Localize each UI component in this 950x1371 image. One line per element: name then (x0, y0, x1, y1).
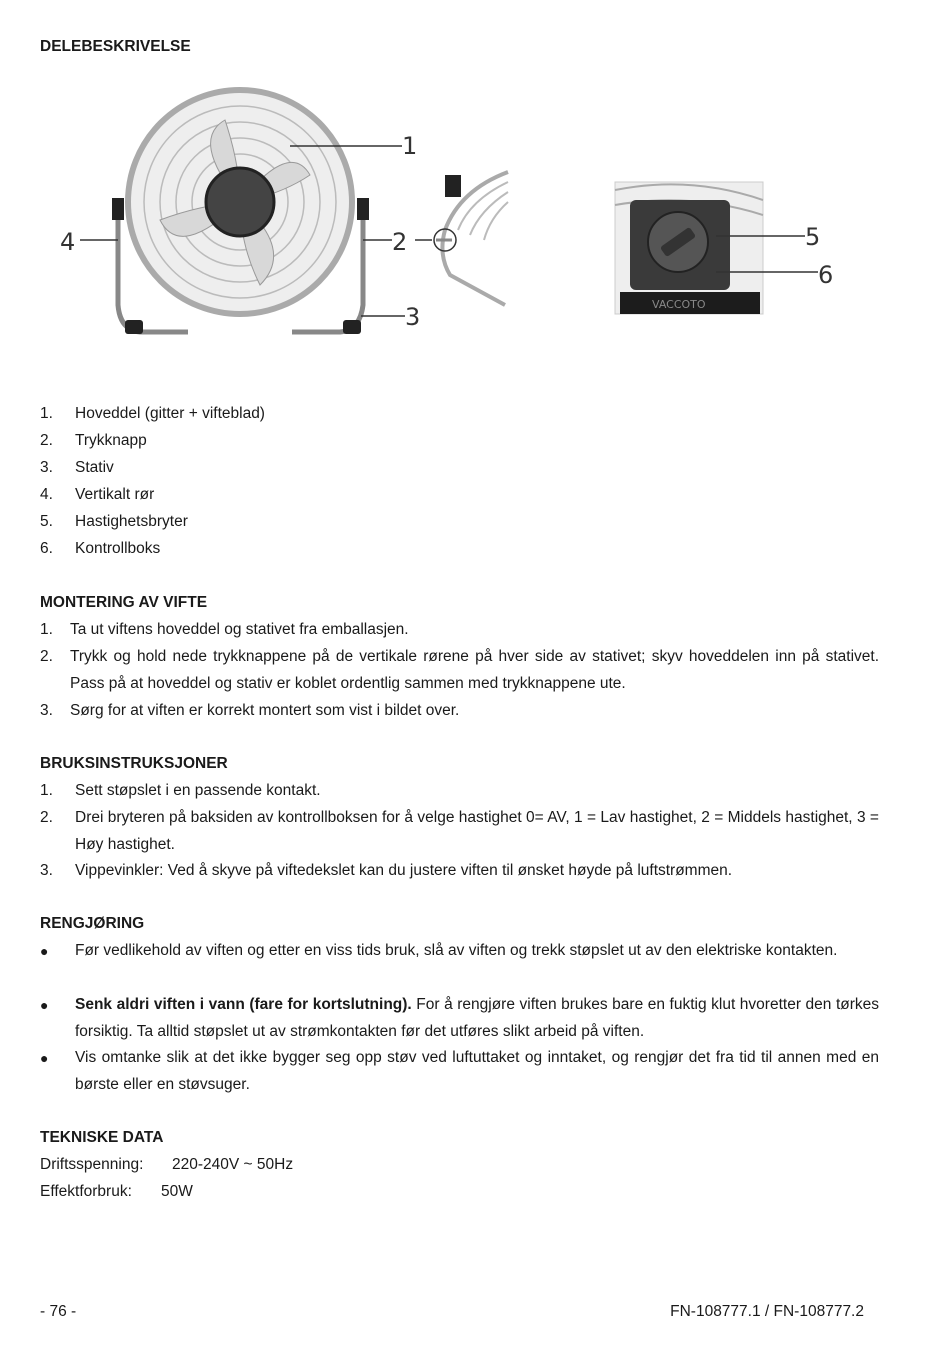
list-item-number: 2. (40, 809, 53, 826)
list-item (75, 991, 879, 1045)
cleaning-heading: RENGJØRING (40, 915, 145, 932)
bullet: ● (40, 997, 49, 1013)
list-item: Kontrollboks (75, 540, 161, 557)
list-item: Trykknapp (75, 432, 147, 449)
list-item (75, 937, 879, 964)
list-item: Vertikalt rør (75, 486, 155, 503)
list-item-text: For å rengjøre viften brukes bare en fuktig klut hvoretter den tørkes forsiktig. Ta alltid støpslet ut av strømkontakten før det utføres slikt arbeid på viften. (75, 996, 879, 1040)
callout-4: 4 (60, 228, 76, 256)
list-item: Hastighetsbryter (75, 513, 188, 530)
bullet: ● (40, 1050, 49, 1066)
control-box-label: VACCOTO (652, 298, 706, 311)
list-item-number: 2. (40, 432, 53, 449)
parts-heading: DELEBESKRIVELSE (40, 38, 191, 55)
model-number: FN-108777.1 / FN-108777.2 (670, 1303, 864, 1320)
fan-main-illustration (112, 90, 369, 334)
list-item-number: 1. (40, 621, 53, 638)
list-item-number: 1. (40, 782, 53, 799)
page-number: - 76 - (40, 1303, 77, 1320)
tech-label: Driftsspenning: (40, 1156, 144, 1173)
list-item: Sørg for at viften er korrekt montert som vist i bildet over. (70, 702, 460, 719)
bullet: ● (40, 943, 49, 959)
list-item-number: 1. (40, 405, 53, 422)
callout-1: 1 (402, 132, 418, 160)
list-item-number: 5. (40, 513, 53, 530)
list-item-number: 3. (40, 862, 53, 879)
callout-3: 3 (405, 303, 421, 331)
list-item-number: 3. (40, 459, 53, 476)
push-button-detail (434, 172, 508, 305)
warning-text: Senk aldri viften i vann (fare for kortslutning). (75, 996, 412, 1013)
list-item: Drei bryteren på baksiden av kontrollboksen for å velge hastighet 0= AV, 1 = Lav hastighet, 2 = Middels hastighet, 3 = Høy hastighet. (75, 809, 879, 853)
list-item: Hoveddel (gitter + vifteblad) (75, 405, 265, 422)
list-item-number: 4. (40, 486, 53, 503)
usage-heading: BRUKSINSTRUKSJONER (40, 755, 228, 772)
list-item: Ta ut viftens hoveddel og stativet fra emballasjen. (70, 621, 409, 638)
fan-parts-figure (40, 80, 860, 360)
callout-2: 2 (392, 228, 408, 256)
list-item: Trykk og hold nede trykknappene på de vertikale rørene på hver side av stativet; skyv hoveddelen inn på stativet. Pass på at hoveddel og stativ er koblet ordentlig sammen med trykknappene ute. (70, 648, 879, 692)
list-item-number: 3. (40, 702, 53, 719)
tech-heading: TEKNISKE DATA (40, 1129, 164, 1146)
callout-6: 6 (818, 261, 834, 289)
callout-5: 5 (805, 223, 821, 251)
tech-value: 50W (161, 1183, 193, 1200)
list-item: Sett støpslet i en passende kontakt. (75, 782, 321, 799)
control-box-detail (615, 182, 763, 314)
assembly-heading: MONTERING AV VIFTE (40, 594, 208, 611)
tech-value: 220-240V ~ 50Hz (172, 1156, 294, 1173)
list-item-text: Vis omtanke slik at det ikke bygger seg opp støv ved luftuttaket og inntaket, og rengjør det fra tid til annen med en børste eller en støvsuger. (75, 1049, 879, 1093)
list-item-number: 6. (40, 540, 53, 557)
list-item: Vippevinkler: Ved å skyve på viftedekslet kan du justere viften til ønsket høyde på luftstrømmen. (75, 862, 733, 879)
list-item-number: 2. (40, 648, 53, 665)
list-item-text: Før vedlikehold av viften og etter en viss tids bruk, slå av viften og trekk støpslet ut av den elektriske kontakten. (75, 942, 838, 959)
list-item: Stativ (75, 459, 114, 476)
tech-label: Effektforbruk: (40, 1183, 132, 1200)
list-item (75, 1044, 879, 1098)
